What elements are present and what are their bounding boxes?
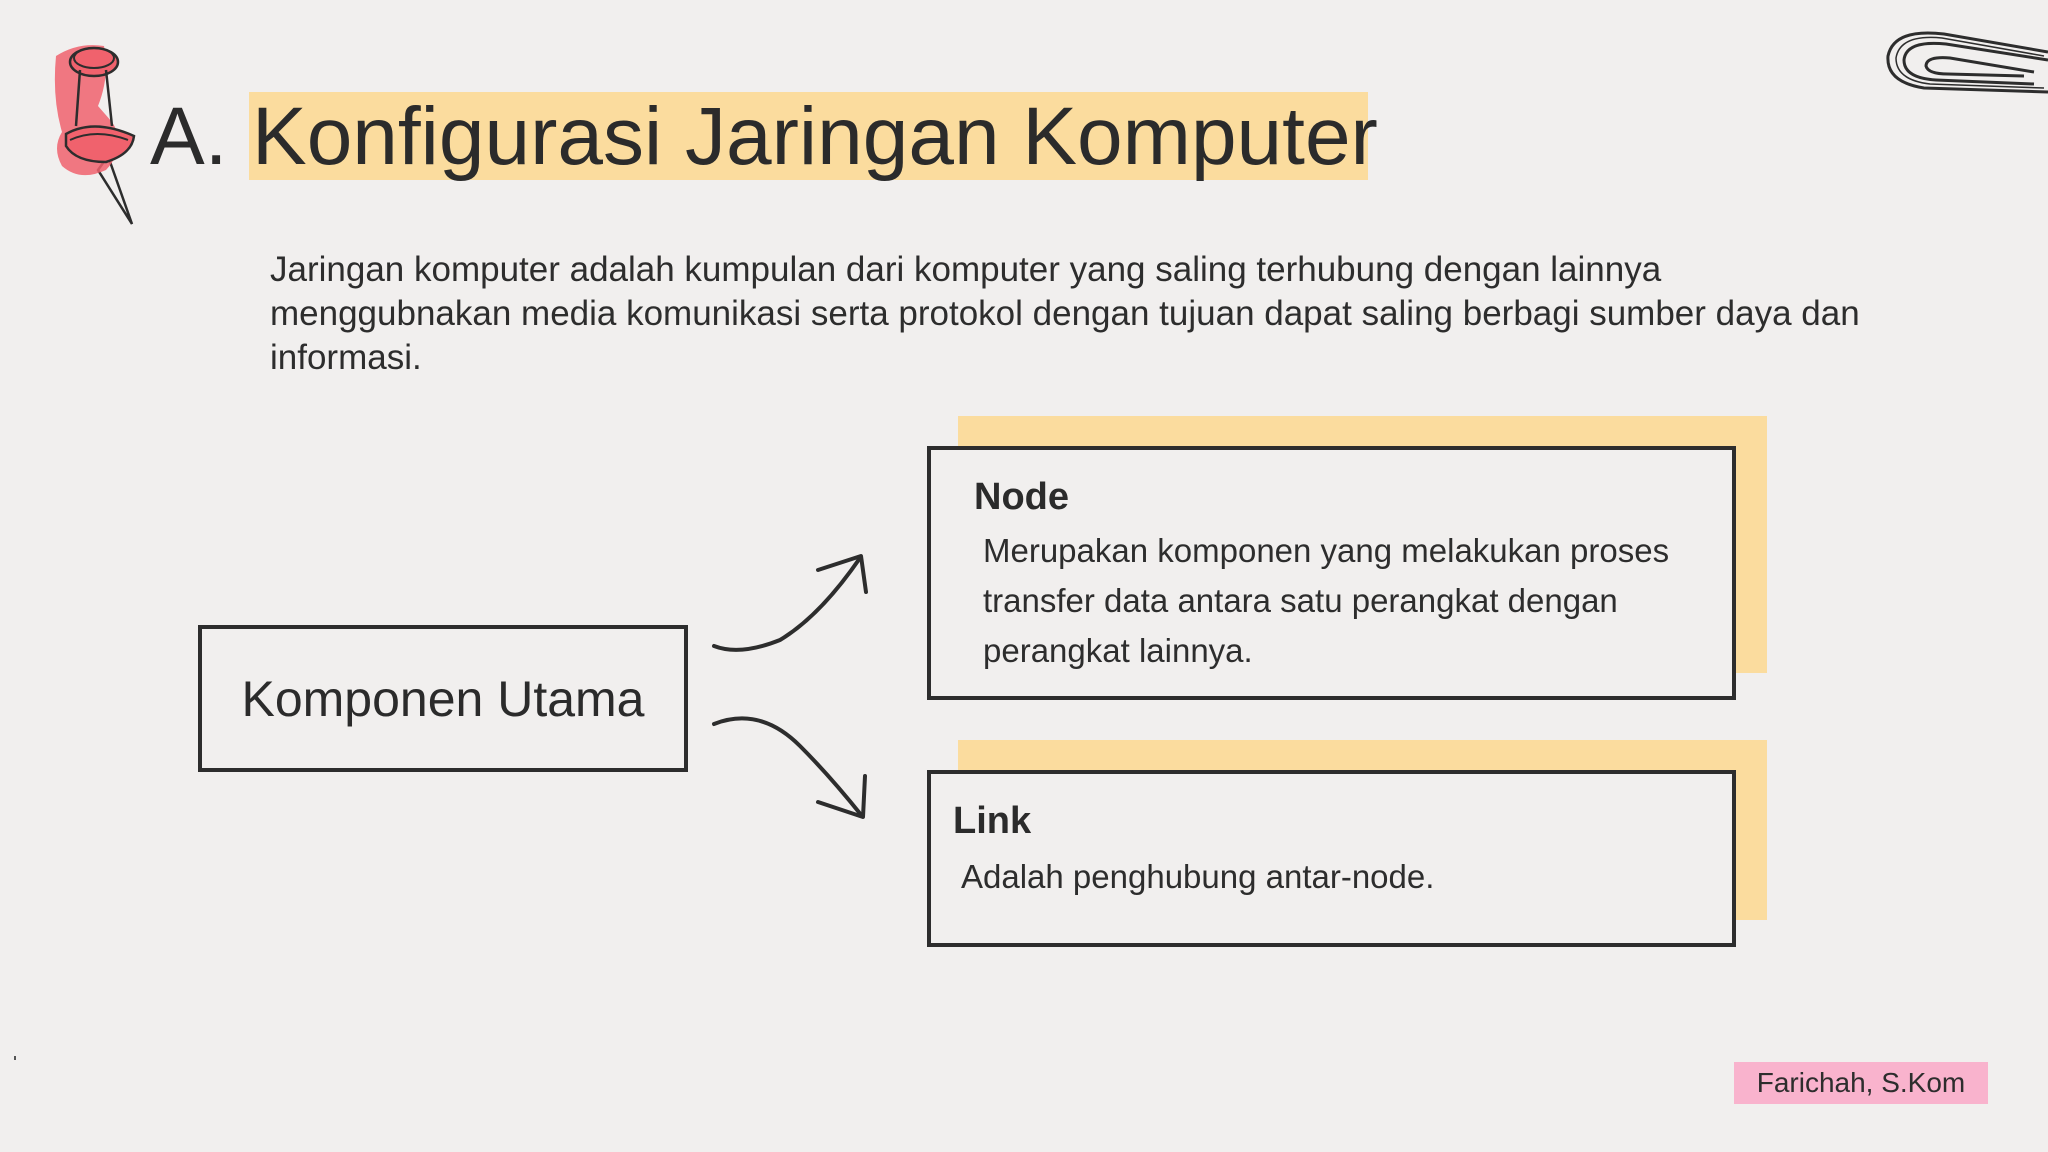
stray-mark [14, 1056, 16, 1060]
arrows [700, 540, 880, 840]
main-component-label: Komponen Utama [241, 670, 645, 727]
pushpin-icon [36, 36, 156, 231]
author-badge: Farichah, S.Kom [1734, 1062, 1988, 1104]
node-description: Merupakan komponen yang melakukan proses transfer data antara satu perangkat dengan perangkat lainnya. [983, 532, 1670, 669]
curved-arrow-up-icon [714, 556, 866, 650]
page-title: Konfigurasi Jaringan Komputer [252, 91, 1378, 182]
node-card [927, 446, 1736, 700]
link-title: Link [953, 800, 1032, 842]
link-card [927, 770, 1736, 947]
title-prefix: A. [150, 91, 228, 182]
node-title: Node [974, 476, 1069, 518]
main-component-box [198, 625, 688, 772]
paperclip-icon [1884, 26, 2048, 98]
link-description: Adalah penghubung antar-node. [961, 858, 1435, 895]
curved-arrow-down-icon [714, 718, 865, 817]
intro-paragraph: Jaringan komputer adalah kumpulan dari komputer yang saling terhubung dengan lainnya menggubnakan media komunikasi serta protokol dengan tujuan dapat saling berbagi sumber daya dan informasi. [270, 250, 1860, 377]
